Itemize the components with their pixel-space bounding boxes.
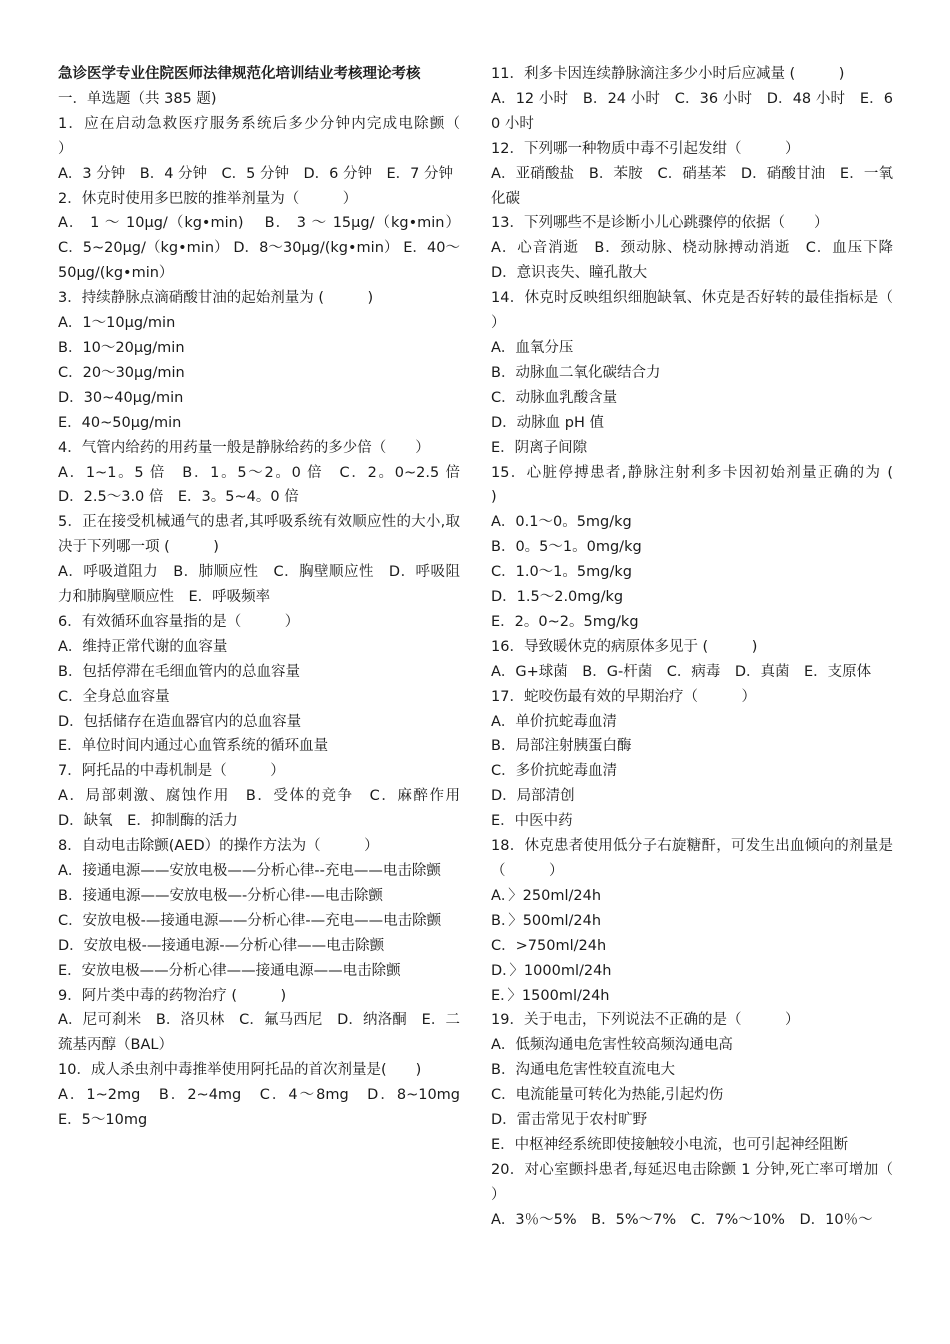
text-line: D．30~40μg/min	[58, 389, 184, 406]
text-line: B．0。5～1。0mg/kg	[491, 539, 642, 556]
text-line: A．呼吸道阻力 B．肺顺应性 C．胸壁顺应性 D．呼吸阻力和肺胸壁顺应性 E．呼吸频率	[58, 564, 460, 606]
text-line: A．尼可刹米 B．洛贝林 C．氟马西尼 D．纳洛酮 E．二巯基丙醇（BAL）	[58, 1012, 460, 1054]
text-line: D．包括储存在造血器官内的总血容量	[58, 713, 302, 730]
text-line: E．中枢神经系统即使接触较小电流，也可引起神经阻断	[491, 1136, 849, 1153]
text-line: A．12 小时 B．24 小时 C．36 小时 D．48 小时 E．60 小时	[491, 90, 893, 132]
text-line: 7．阿托品的中毒机制是（ ）	[58, 763, 285, 780]
text-line: A．〉250ml/24h	[491, 887, 602, 904]
text-line: C．>750ml/24h	[491, 937, 607, 954]
text-line: B．动脉血二氧化碳结合力	[491, 364, 661, 381]
text-line: 15．心脏停搏患者,静脉注射利多卡因初始剂量正确的为 ( )	[491, 464, 937, 506]
text-line: D．局部清创	[491, 788, 575, 805]
text-line: 2．休克时使用多巴胺的推举剂量为（ ）	[58, 190, 358, 207]
text-line: D．雷击常见于农村旷野	[491, 1112, 648, 1129]
text-line: D．动脉血 pH 值	[491, 414, 604, 431]
text-line: 17．蛇咬伤最有效的早期治疗（ ）	[491, 688, 756, 705]
text-line: A．3％～5% B．5%～7% C．7%～10% D．10％～	[491, 1211, 873, 1228]
text-line: 20．对心室颤抖患者,每延迟电击除颤 1 分钟,死亡率可增加（ ）	[491, 1161, 937, 1203]
text-line: E．阴离子间隙	[491, 439, 588, 456]
text-line: A．单价抗蛇毒血清	[491, 713, 617, 730]
text-line: 5．正在接受机械通气的患者,其呼吸系统有效顺应性的大小,取决于下列哪一项 ( )	[58, 514, 460, 556]
text-line: E．中医中药	[491, 813, 573, 830]
text-line: B．局部注射胰蛋白酶	[491, 738, 632, 755]
text-line: 9．阿片类中毒的药物治疗 ( )	[58, 987, 287, 1004]
document-title: 急诊医学专业住院医师法律规范化培训结业考核理论考核	[58, 66, 421, 82]
right-column	[491, 62, 937, 1233]
text-line: A．3 分钟 B．4 分钟 C．5 分钟 D．6 分钟 E．7 分钟	[58, 165, 453, 182]
text-line: A．低频沟通电危害性较高频沟通电高	[491, 1037, 733, 1054]
text-line: C．1.0～1。5mg/kg	[491, 564, 632, 581]
text-line: E．安放电极——分析心律——接通电源——电击除颤	[58, 962, 401, 979]
text-line: 4．气管内给药的用药量一般是静脉给药的多少倍（ ）	[58, 439, 430, 456]
text-line: A．接通电源——安放电极——分析心律--充电——电击除颤	[58, 863, 441, 879]
text-line: A．G+球菌 B．G-杆菌 C．病毒 D．真菌 E．支原体	[491, 663, 872, 680]
text-line: A．亚硝酸盐 B．苯胺 C．硝基苯 D．硝酸甘油 E．一氧化碳	[491, 165, 893, 207]
text-line: A．1～10μg/min	[58, 315, 176, 332]
text-line: A．血氧分压	[491, 339, 574, 356]
text-line: 一．单选题（共 385 题)	[58, 90, 217, 107]
text-line: A．局部刺激、腐蚀作用 B．受体的竞争 C．麻醉作用 D．缺氧 E．抑制酶的活力	[58, 788, 475, 830]
text-line: D．〉1000ml/24h	[491, 962, 612, 979]
text-line: E．单位时间内通过心血管系统的循环血量	[58, 738, 329, 755]
text-line: C．安放电极-—接通电源——分析心律-—充电——电击除颤	[58, 912, 442, 929]
left-column	[58, 62, 504, 1133]
text-line: B．沟通电危害性较直流电大	[491, 1062, 675, 1079]
text-line: E．40~50μg/min	[58, 414, 182, 431]
text-line: A．1~2mg B．2~4mg C．4～8mg D．8~10mg E．5～10mg	[58, 1087, 475, 1129]
text-line: C．全身总血容量	[58, 688, 170, 705]
text-line: E．2。0~2。5mg/kg	[491, 613, 639, 630]
text-line: C．动脉血乳酸含量	[491, 389, 618, 406]
text-line: 16．导致暖休克的病原体多见于 ( )	[491, 638, 758, 655]
text-line: 14．休克时反映组织细胞缺氧、休克是否好转的最佳指标是（ ）	[491, 290, 937, 332]
text-line: 19．关于电击，下列说法不正确的是（ ）	[491, 1012, 800, 1029]
text-line: 3．持续静脉点滴硝酸甘油的起始剂量为 ( )	[58, 290, 374, 307]
text-line: C．多价抗蛇毒血清	[491, 763, 618, 780]
text-line: 18．休克患者使用低分子右旋糖酐，可发生出血倾向的剂量是（ ）	[491, 838, 893, 879]
text-line: 8．自动电击除颤(AED）的操作方法为（ ）	[58, 838, 379, 855]
text-line: A．0.1～0。5mg/kg	[491, 514, 632, 531]
text-line: A．心音消逝 B．颈动脉、桡动脉搏动消逝 C．血压下降 D．意识丧失、瞳孔散大	[491, 240, 908, 282]
text-line: 12．下列哪一种物质中毒不引起发绀（ ）	[491, 140, 800, 157]
text-line: A． 1 ～ 10μg/（kg•min) B． 3 ～ 15μg/（kg•min） C．5~20μg/（kg•min） D．8～30μg/(kg•min） E．40～50μg/(kg•min）	[58, 215, 460, 282]
text-line: B．〉500ml/24h	[491, 912, 602, 929]
text-line: A．1~1。5 倍 B．1。5～2。0 倍 C．2。0~2.5 倍 D．2.5～3.0 倍 E．3。5~4。0 倍	[58, 464, 475, 506]
text-line: B．10～20μg/min	[58, 339, 185, 356]
text-line: 1．应在启动急救医疗服务系统后多少分钟内完成电除颤（ ）	[58, 115, 504, 157]
text-line: E．〉1500ml/24h	[491, 987, 610, 1004]
text-line: A．维持正常代谢的血容量	[58, 638, 228, 655]
text-line: 11．利多卡因连续静脉滴注多少小时后应减量 ( )	[491, 66, 845, 82]
text-line: C．电流能量可转化为热能,引起灼伤	[491, 1087, 724, 1104]
text-line: D．安放电极-—接通电源-—分析心律——电击除颤	[58, 937, 385, 954]
text-line: 13．下列哪些不是诊断小儿心跳骤停的依据（ ）	[491, 215, 829, 232]
text-line: 10．成人杀虫剂中毒推举使用阿托品的首次剂量是( )	[58, 1062, 422, 1079]
text-line: 6．有效循环血容量指的是（ ）	[58, 613, 300, 630]
text-line: B．接通电源——安放电极—-分析心律-—电击除颤	[58, 887, 383, 904]
text-line: D．1.5～2.0mg/kg	[491, 589, 624, 606]
text-line: B．包括停滞在毛细血管内的总血容量	[58, 663, 300, 680]
text-line: C．20～30μg/min	[58, 364, 185, 381]
